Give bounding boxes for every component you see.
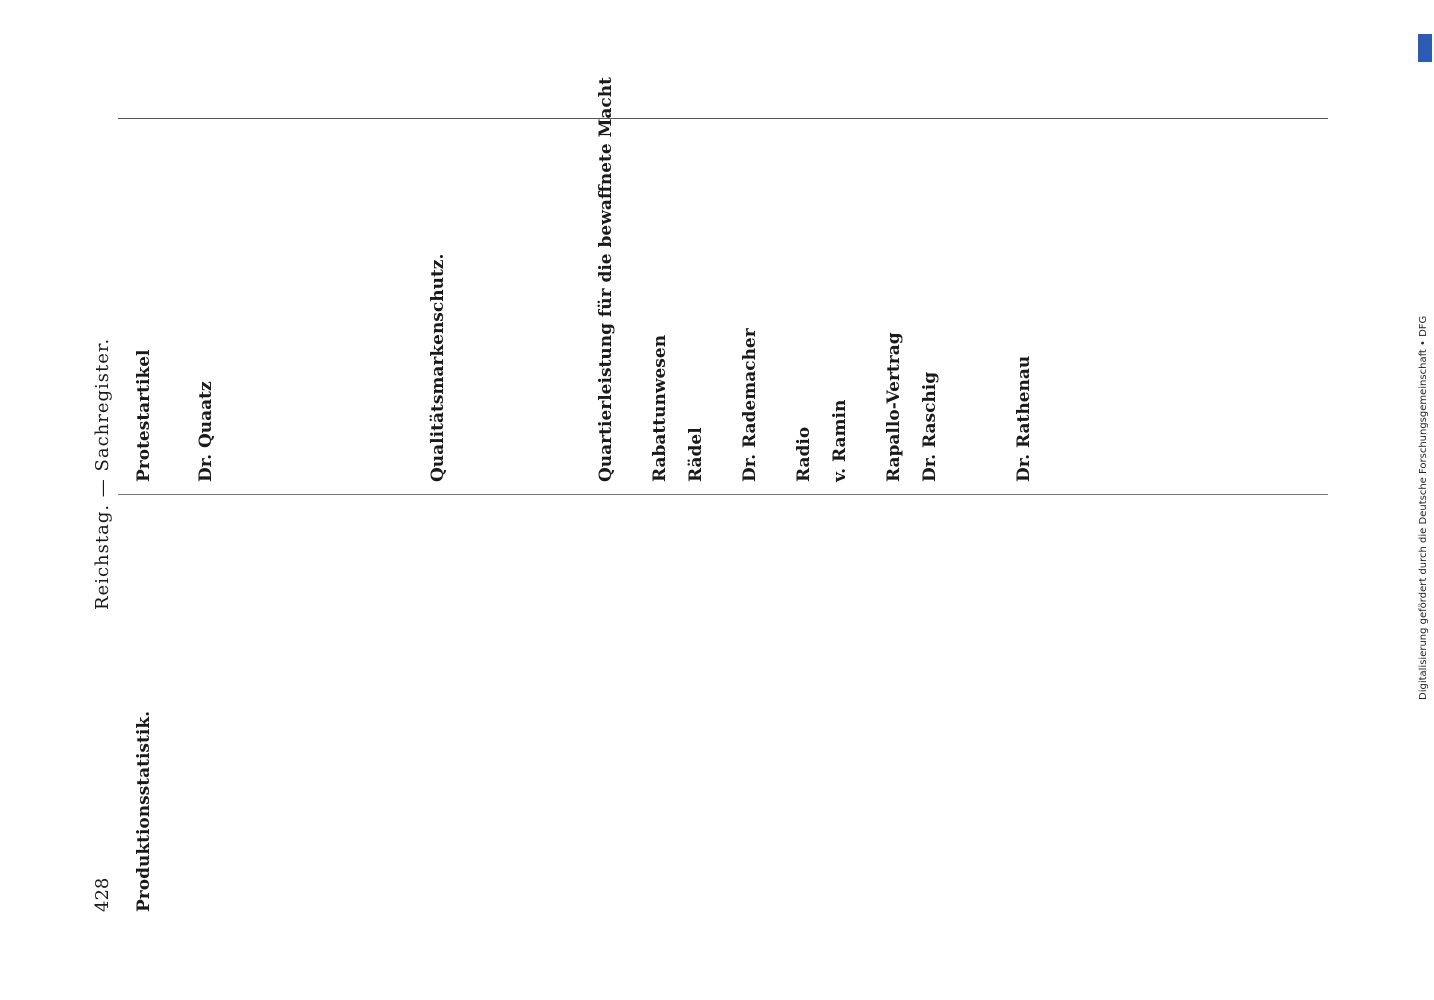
headword-qualitaetsmarkenschutz: Qualitätsmarkenschutz. bbox=[428, 253, 448, 482]
headword-quaatz: Dr. Quaatz bbox=[196, 381, 216, 482]
headword-ramin: v. Ramin bbox=[830, 399, 850, 482]
headword-protestartikel: Protestartikel bbox=[134, 349, 154, 482]
digitization-credit: Digitalisierung gefördert durch die Deutsche Forschungsgemeinschaft • DFG bbox=[1418, 315, 1429, 700]
headword-quartierleistung: Quartierleistung für die bewaffnete Macht bbox=[596, 77, 616, 482]
headword-rabattunwesen: Rabattunwesen bbox=[650, 334, 670, 482]
headword-rathenau: Dr. Rathenau bbox=[1014, 355, 1034, 482]
headword-raedel: Rädel bbox=[686, 427, 706, 482]
headword-rapallo-vertrag: Rapallo-Vertrag bbox=[884, 332, 904, 482]
headword-radio: Radio bbox=[794, 426, 814, 482]
header-rule bbox=[118, 118, 1328, 119]
dfg-logo-badge bbox=[1418, 34, 1432, 62]
running-head: Reichstag. — Sachregister. bbox=[92, 337, 113, 610]
headword-produktionsstatistik: Produktionsstatistik. bbox=[134, 710, 154, 912]
headword-raschig: Dr. Raschig bbox=[920, 371, 940, 482]
headword-rademacher: Dr. Rademacher bbox=[740, 328, 760, 482]
column-divider bbox=[118, 494, 1328, 495]
page-number: 428 bbox=[92, 877, 113, 912]
